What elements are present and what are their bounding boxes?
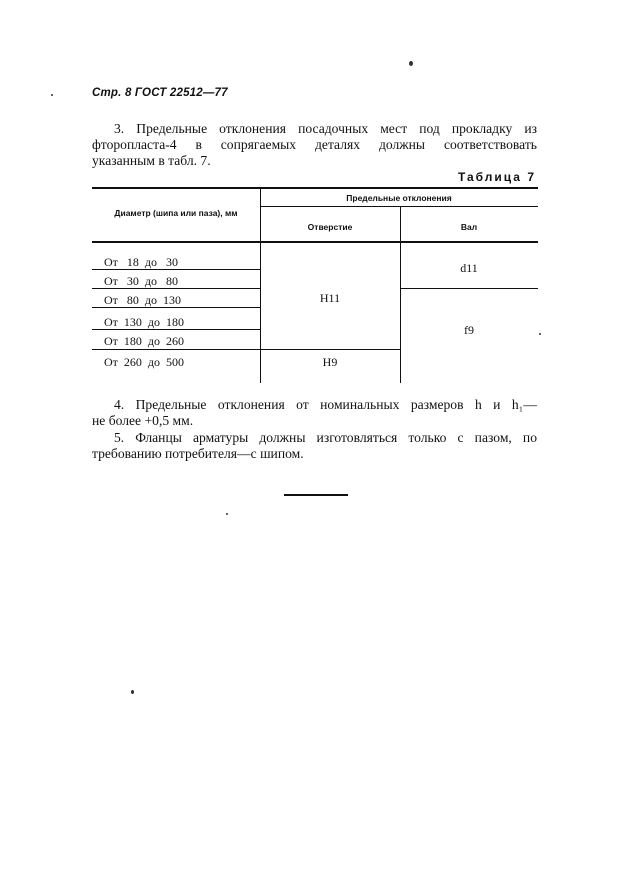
table-top-rule	[92, 187, 538, 189]
row-rule	[92, 349, 400, 350]
shaft-value-d11: d11	[460, 261, 478, 275]
table-header-rule	[92, 241, 538, 243]
scan-speck	[51, 94, 53, 96]
row-rule	[92, 288, 260, 289]
page-header	[92, 87, 228, 99]
scan-speck	[226, 513, 228, 515]
header-deviations: Предельные отклонения	[346, 193, 452, 203]
hole-value-h9: H9	[322, 355, 338, 369]
header-text: Стр. 8 ГОСТ 22512—77	[92, 87, 228, 99]
paragraph-5-line-1: 5. Фланцы арматуры должны изготовляться только с пазом, по	[114, 430, 537, 445]
table-row-label: От 130 до 180	[104, 315, 185, 329]
paragraph-3	[92, 121, 537, 169]
scan-speck	[539, 333, 541, 335]
header-diameter: Диаметр (шипа или паза), мм	[114, 208, 238, 218]
paragraph-3-line-1: 3. Предельные отклонения посадочных мест под прокладку из	[114, 121, 537, 136]
paragraph-4-line-1: 4. Предельные отклонения от номинальных размеров h и h₁—	[114, 397, 537, 412]
header-shaft: Вал	[460, 222, 478, 232]
end-rule	[284, 494, 348, 496]
paragraph-3-line-3: указанным в табл. 7.	[92, 153, 211, 168]
column-divider-2	[400, 207, 401, 383]
table-row-label: От 30 до 80	[104, 274, 179, 288]
tolerance-table	[92, 187, 538, 383]
scan-speck	[409, 61, 413, 66]
row-rule	[92, 269, 260, 270]
paragraph-5-line-2: требованию потребителя—с шипом.	[92, 446, 304, 461]
table-row-label: От 260 до 500	[104, 355, 185, 369]
paragraph-3-line-2: фторопласта-4 в сопрягаемых деталях должны соответствовать	[92, 137, 537, 152]
row-rule	[92, 329, 260, 330]
shaft-group-rule	[400, 288, 538, 289]
table-row-label: От 18 до 30	[104, 255, 179, 269]
header-hole: Отверстие	[307, 222, 353, 232]
hole-value-h11: H11	[319, 291, 341, 305]
scan-speck	[131, 690, 134, 694]
table-row-label: От 80 до 130	[104, 293, 182, 307]
paragraph-4-line-2: не более +0,5 мм.	[92, 413, 194, 428]
shaft-value-f9: f9	[464, 323, 474, 337]
paragraph-5	[92, 430, 537, 462]
paragraph-4	[92, 397, 537, 429]
deviations-subheader-rule	[260, 206, 538, 207]
column-divider-1	[260, 187, 261, 383]
row-rule	[92, 307, 260, 308]
table-caption: Таблица 7	[457, 170, 536, 184]
table-row-label: От 180 до 260	[104, 334, 185, 348]
